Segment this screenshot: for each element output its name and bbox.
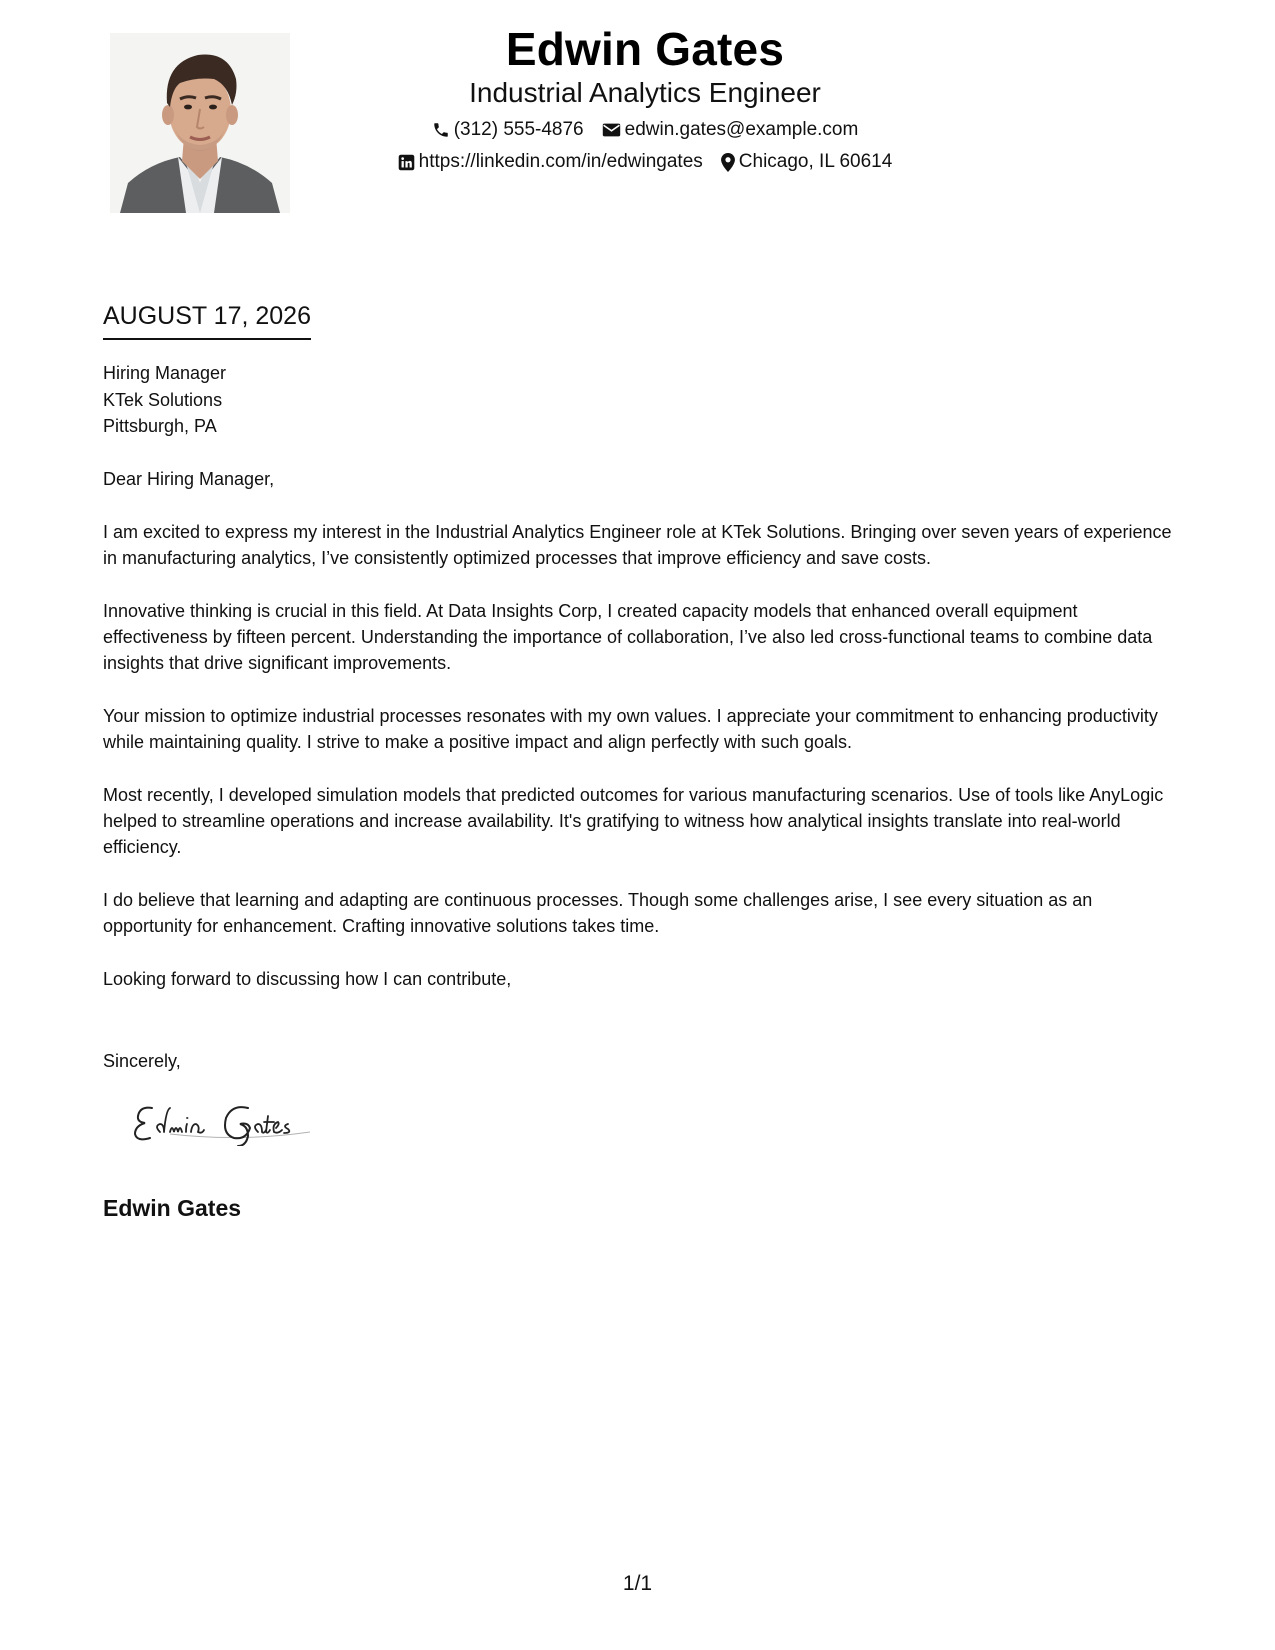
- map-pin-icon: [721, 153, 735, 172]
- job-title: Industrial Analytics Engineer: [469, 77, 821, 108]
- body-paragraph: Your mission to optimize industrial processes resonates with my own values. I appreciate your commitment to enhancing productivity while maintaining quality. I strive to make a positive impact and align perfectly with such goals.: [103, 705, 1158, 752]
- closing-line: Looking forward to discussing how I can contribute,: [103, 968, 512, 989]
- applicant-name: Edwin Gates: [505, 23, 785, 75]
- phone-icon: [432, 121, 450, 139]
- body-paragraph: Innovative thinking is crucial in this field. At Data Insights Corp, I created capacity models that enhanced overall equipment effectiveness by fifteen percent. Understanding the importance of collaboration, I’ve also led cross-functional teams to combine data insights that drive significant improvements.: [103, 600, 1153, 673]
- portrait-image: [110, 33, 290, 213]
- recipient-name: Hiring Manager: [103, 363, 227, 383]
- letter-body: [103, 360, 1183, 992]
- body-paragraph: Most recently, I developed simulation models that predicted outcomes for various manufacturing scenarios. Use of tools like AnyLogic helped to streamline operations and increase availability. It's gratifying to witness how analytical insights translate into real-world efficiency.: [103, 784, 1164, 857]
- phone-contact: [432, 118, 584, 142]
- letter-date: AUGUST 17, 2026: [103, 300, 311, 340]
- linkedin-text[interactable]: https://linkedin.com/in/edwingates: [418, 151, 703, 172]
- linkedin-icon: [398, 154, 415, 171]
- signed-name: Edwin Gates: [103, 1195, 242, 1221]
- letterhead: [330, 22, 960, 174]
- contact-row-secondary: [330, 150, 960, 174]
- envelope-icon: [602, 122, 621, 138]
- signature-image: [130, 1096, 330, 1146]
- email-text[interactable]: edwin.gates@example.com: [624, 119, 859, 140]
- body-paragraph: I am excited to express my interest in the Industrial Analytics Engineer role at KTek Solutions. Bringing over seven years of experience in manufacturing analytics, I’ve consistently optimized processes that improve efficiency and save costs.: [103, 521, 1172, 568]
- location-contact: [721, 150, 893, 174]
- phone-text: (312) 555-4876: [453, 119, 584, 140]
- recipient-company: KTek Solutions: [103, 389, 223, 410]
- location-text: Chicago, IL 60614: [738, 151, 893, 172]
- signoff: Sincerely,: [103, 1051, 181, 1071]
- linkedin-contact[interactable]: [398, 150, 703, 174]
- recipient-address: [103, 360, 1183, 440]
- email-contact[interactable]: [602, 118, 859, 142]
- recipient-location: Pittsburgh, PA: [103, 416, 217, 436]
- salutation: Dear Hiring Manager,: [103, 468, 275, 489]
- body-paragraph: I do believe that learning and adapting are continuous processes. Though some challenges arise, I see every situation as an opportunity for enhancement. Crafting innovative solutions takes time.: [103, 889, 1093, 936]
- profile-photo: [110, 33, 290, 213]
- page-number: 1/1: [622, 1572, 653, 1595]
- handwritten-signature: [130, 1096, 330, 1151]
- contact-row-primary: [330, 118, 960, 142]
